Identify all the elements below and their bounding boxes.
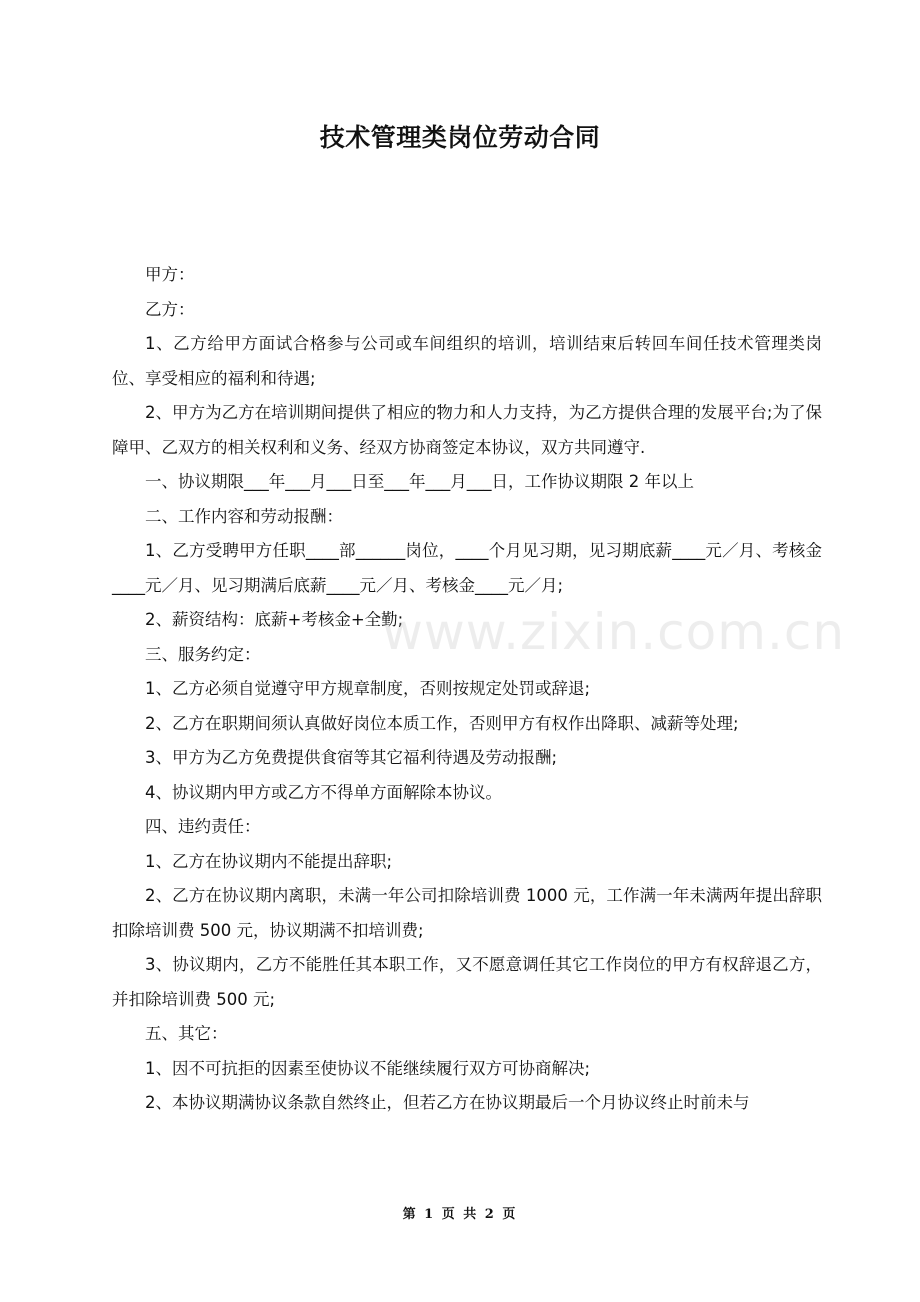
section-3-item-4: 4、协议期内甲方或乙方不得单方面解除本协议。: [145, 782, 502, 802]
section-3-heading: 三、服务约定：: [145, 644, 261, 664]
party-b-line: 乙方：: [145, 299, 195, 319]
document-title: 技术管理类岗位劳动合同: [319, 123, 601, 152]
section-4-item-2: 2、乙方在协议期内离职，未满一年公司扣除培训费 1000 元，工作满一年未满两年提出辞职扣除培训费 500 元，协议期满不扣培训费;: [112, 886, 822, 940]
section-3-item-3: 3、甲方为乙方免费提供食宿等其它福利待遇及劳动报酬;: [145, 748, 558, 767]
section-5-heading: 五、其它：: [145, 1024, 228, 1043]
section-3-item-2: 2、乙方在职期间须认真做好岗位本质工作，否则甲方有权作出降职、减薪等处理;: [145, 713, 739, 733]
section-2-item-2: 2、薪资结构：底薪+考核金+全勤;: [145, 610, 404, 629]
section-2-heading: 二、工作内容和劳动报酬：: [145, 506, 343, 526]
watermark: www.zixin.com.cn: [382, 603, 846, 661]
section-5-item-2: 2、本协议期满协议条款自然终止，但若乙方在协议期最后一个月协议终止时前未与: [145, 1093, 750, 1112]
section-4-heading: 四、违约责任：: [145, 817, 261, 836]
section-4-item-3: 3、协议期内，乙方不能胜任其本职工作，又不愿意调任其它工作岗位的甲方有权辞退乙方，并扣除培训费 500 元;: [112, 955, 822, 1009]
section-3-item-1: 1、乙方必须自觉遵守甲方规章制度，否则按规定处罚或辞退;: [145, 679, 591, 698]
section-5-item-1: 1、因不可抗拒的因素至使协议不能继续履行双方可协商解决;: [145, 1058, 591, 1078]
page-footer: 第 1 页 共 2 页: [402, 1207, 518, 1222]
preamble-item-2: 2、甲方为乙方在培训期间提供了相应的物力和人力支持，为乙方提供合理的发展平台;为了保障甲、乙双方的相关权利和义务、经双方协商签定本协议，双方共同遵守.: [112, 403, 822, 457]
preamble-item-1: 1、乙方给甲方面试合格参与公司或车间组织的培训，培训结束后转回车间任技术管理类岗位、享受相应的福利和待遇;: [112, 334, 822, 388]
party-a-line: 甲方：: [145, 265, 195, 284]
document-body: [112, 258, 822, 1121]
section-1-term: 一、协议期限___年___月___日至___年___月___日，工作协议期限 2 年以上: [145, 472, 694, 491]
section-4-item-1: 1、乙方在协议期内不能提出辞职;: [145, 851, 393, 871]
section-2-item-1: 1、乙方受聘甲方任职____部______岗位，____个月见习期，见习期底薪____元／月、考核金____元／月、见习期满后底薪____元／月、考核金____元／月;: [112, 541, 822, 595]
